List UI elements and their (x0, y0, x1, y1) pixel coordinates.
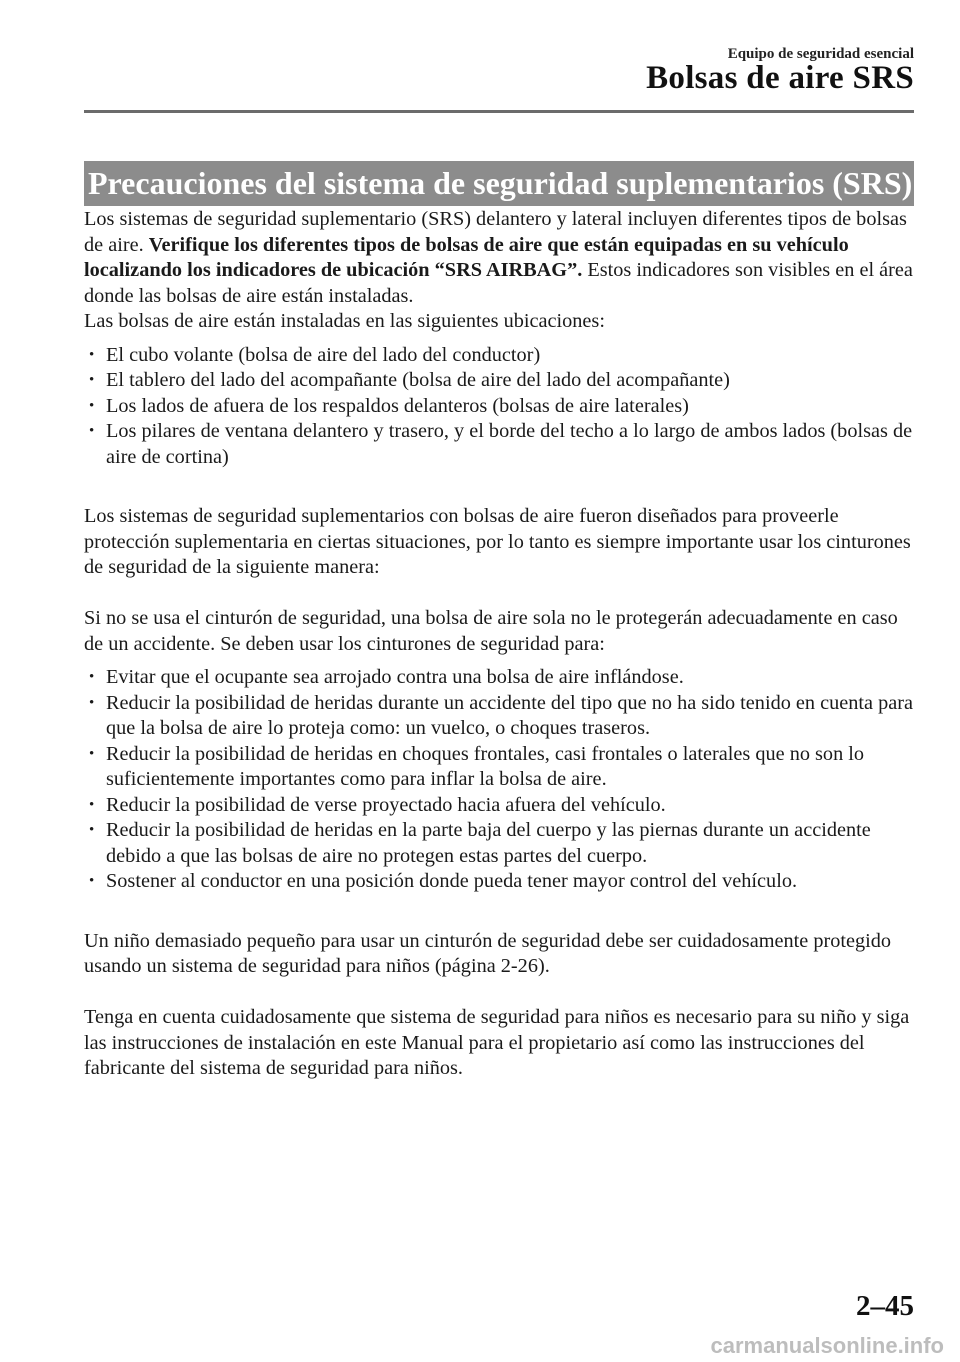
header-chapter-title: Bolsas de aire SRS (646, 60, 914, 96)
watermark: carmanualsonline.info (710, 1333, 944, 1358)
list-item: • Reducir la posibilidad de heridas en choques frontales, casi frontales o laterales que no son lo suficientemente importantes como para inflar la bolsa de aire. (86, 742, 914, 793)
list-item: • Reducir la posibilidad de heridas durante un accidente del tipo que no ha sido tenido en cuenta para que la bolsa de aire lo proteja como: un vuelco, o choques traseros. (86, 691, 914, 742)
intro-text-2: Estos indicadores son visibles en el área donde las bolsas de aire están instaladas. (84, 259, 913, 307)
list-item: • Evitar que el ocupante sea arrojado contra una bolsa de aire inflándose. (86, 665, 914, 691)
list-item: • El cubo volante (bolsa de aire del lado del conductor) (86, 343, 914, 369)
intro-paragraph (84, 207, 914, 309)
header-section-label: Equipo de seguridad esencial (727, 46, 914, 62)
section-banner: Precauciones del sistema de seguridad suplementarios (SRS) (84, 161, 914, 206)
locations-list (84, 343, 914, 471)
belt-reasons-list (84, 665, 914, 895)
header-divider (84, 110, 914, 113)
intro-bold-text: Verifique los diferentes tipos de bolsas de aire que están equipadas en su vehículo localizando los indicadores de ubicación “SRS AIRBAG”. (84, 233, 849, 281)
list-item: • Sostener al conductor en una posición donde pueda tener mayor control del vehículo. (86, 869, 914, 895)
list-item: • Los pilares de ventana delantero y trasero, y el borde del techo a lo largo de ambos lados (bolsas de aire de cortina) (86, 419, 914, 470)
list-item: • El tablero del lado del acompañante (bolsa de aire del lado del acompañante) (86, 368, 914, 394)
page-number: 2–45 (856, 1290, 914, 1322)
body-text (84, 207, 914, 1082)
design-paragraph: Los sistemas de seguridad suplementarios con bolsas de aire fueron diseñados para proveerle protección suplementaria en ciertas situaciones, por lo tanto es siempre importante usar los cinturones de seguridad de la siguiente manera: (84, 505, 911, 578)
list-item: • Reducir la posibilidad de heridas en la parte baja del cuerpo y las piernas durante un accidente debido a que las bolsas de aire no protegen estas partes del cuerpo. (86, 818, 914, 869)
list-item: • Reducir la posibilidad de verse proyectado hacia afuera del vehículo. (86, 793, 914, 819)
intro-text-1: Los sistemas de seguridad suplementario (SRS) delantero y lateral incluyen diferentes tipos de bolsas de aire. (84, 208, 907, 256)
child-seat-paragraph: Tenga en cuenta cuidadosamente que sistema de seguridad para niños es necesario para su niño y siga las instrucciones de instalación en este Manual para el propietario así como las instrucciones del fabricante del sistema de seguridad para niños. (84, 1006, 910, 1079)
locations-lead: Las bolsas de aire están instaladas en las siguientes ubicaciones: (84, 310, 605, 332)
belt-paragraph: Si no se usa el cinturón de seguridad, una bolsa de aire sola no le protegerán adecuadamente en caso de un accidente. Se deben usar los cinturones de seguridad para: (84, 607, 898, 655)
list-item: • Los lados de afuera de los respaldos delanteros (bolsas de aire laterales) (86, 394, 914, 420)
child-paragraph: Un niño demasiado pequeño para usar un cinturón de seguridad debe ser cuidadosamente protegido usando un sistema de seguridad para niños (página 2-26). (84, 929, 892, 977)
